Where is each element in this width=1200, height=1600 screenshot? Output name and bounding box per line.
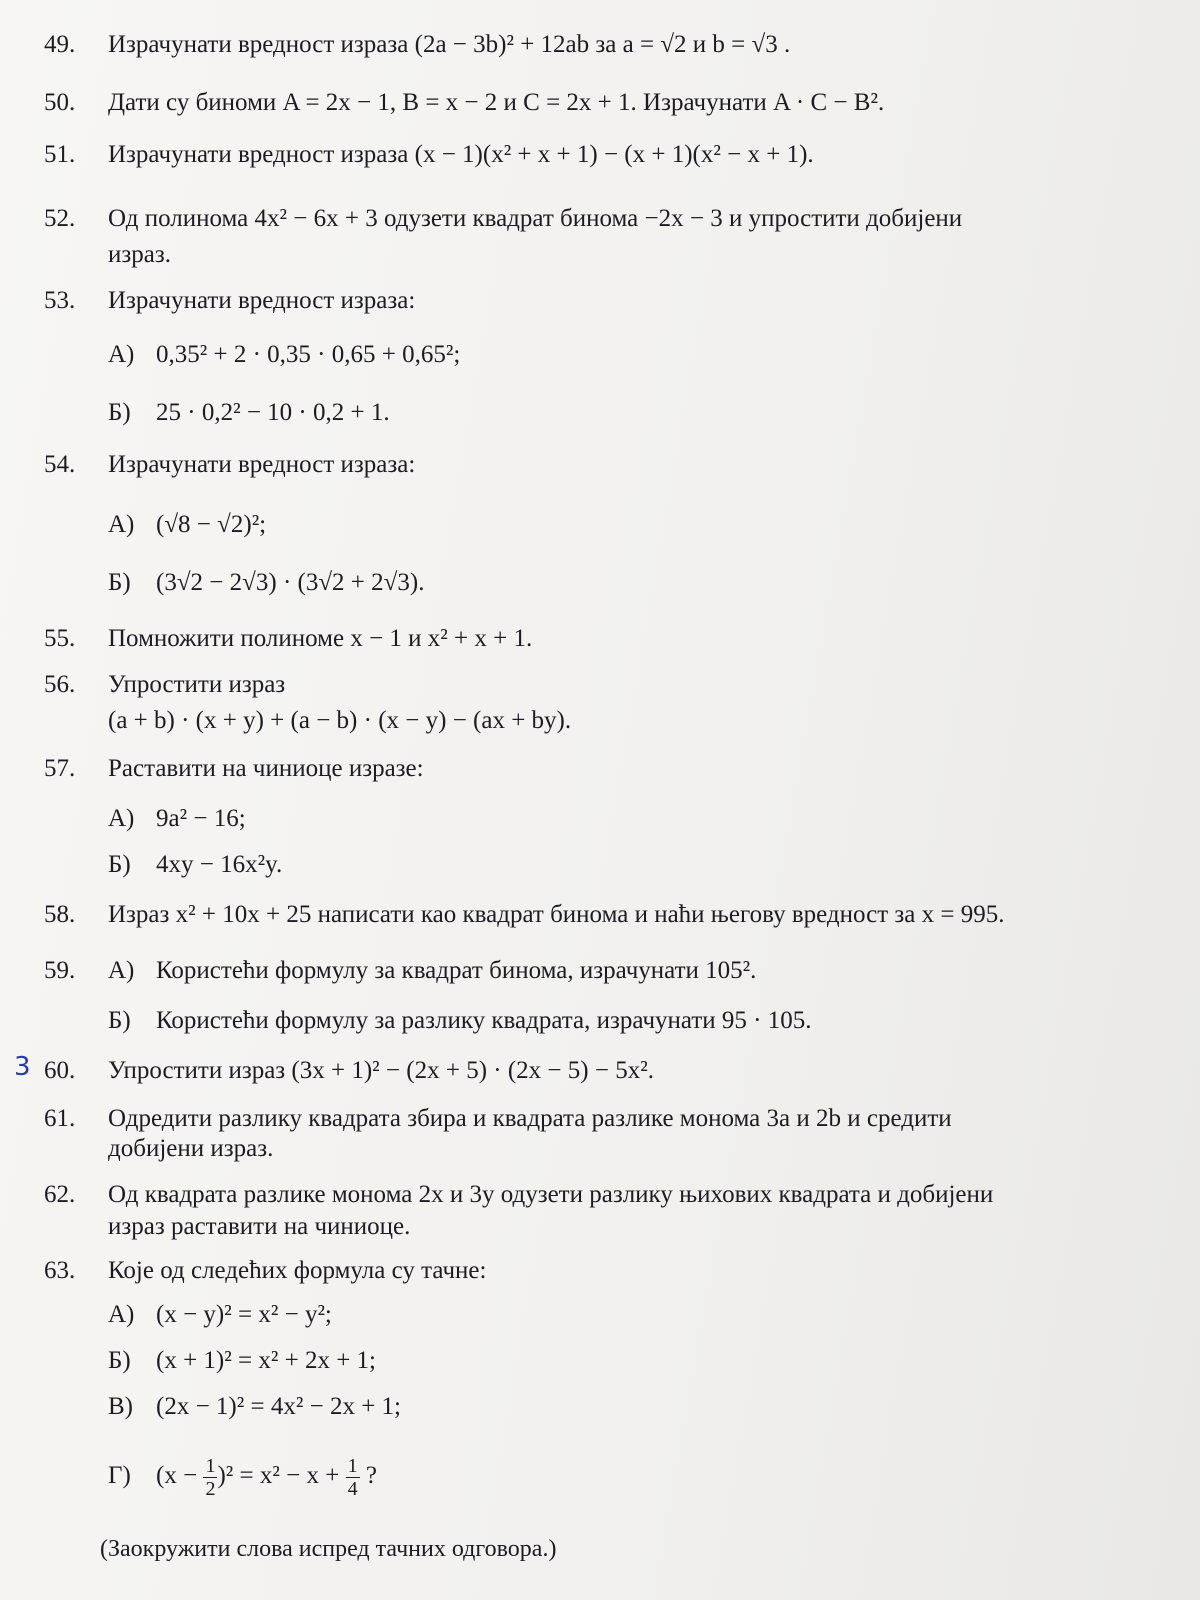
problem-text: Које од следећих формула су тачне:	[108, 1257, 487, 1284]
problem-text: Од квадрата разлике монома 2x и 3y одузети разлику њихових квадрата и добијени	[108, 1181, 994, 1208]
part-label: Б)	[108, 1007, 131, 1034]
part-text: )² = x² − x +	[217, 1462, 340, 1489]
part-text: 4xy − 16x²y.	[156, 851, 283, 878]
problem-number: 62.	[44, 1181, 76, 1208]
problem-54-part-a	[108, 510, 266, 540]
problem-number: 53.	[44, 287, 76, 314]
problem-text: Израчунати вредност израза:	[108, 287, 416, 314]
part-label: А)	[108, 511, 135, 538]
problem-number: 49.	[44, 31, 76, 58]
part-text: ?	[365, 1462, 377, 1489]
problem-number: 63.	[44, 1257, 76, 1284]
problem-text: Израз x² + 10x + 25 написати као квадрат бинома и наћи његову вредност за x = 995.	[108, 901, 1005, 928]
problem-number: 56.	[44, 671, 76, 698]
problem-63-part-c	[108, 1392, 401, 1422]
problem-53-part-b	[108, 398, 390, 428]
problem-number: 54.	[44, 451, 76, 478]
part-text: (x − y)² = x² − y²;	[156, 1301, 332, 1328]
problem-59-part-b	[108, 1006, 812, 1036]
problem-number: 58.	[44, 901, 76, 928]
problem-text: Упростити израз (3x + 1)² − (2x + 5) · (2x − 5) − 5x².	[108, 1057, 654, 1084]
part-text: (√8 − √2)²;	[156, 511, 267, 538]
problem-63-part-a	[108, 1300, 332, 1330]
problem-61-continued: добијени израз.	[108, 1135, 274, 1162]
part-text: 0,35² + 2 · 0,35 · 0,65 + 0,65²;	[156, 341, 461, 368]
part-label: Б)	[108, 851, 131, 878]
part-label: В)	[108, 1393, 133, 1420]
part-label: А)	[108, 805, 135, 832]
handwritten-mark: 3	[14, 1052, 31, 1082]
problem-text: Израчунати вредност израза (x − 1)(x² + x + 1) − (x + 1)(x² − x + 1).	[108, 141, 814, 168]
part-text: (2x − 1)² = 4x² − 2x + 1;	[156, 1393, 401, 1420]
instruction-note: (Заокружити слова испред тачних одговора.)	[100, 1536, 557, 1562]
part-label: Г)	[108, 1462, 131, 1489]
problem-number: 55.	[44, 625, 76, 652]
problem-number: 60.	[44, 1057, 76, 1084]
problem-text: Помножити полиноме x − 1 и x² + x + 1.	[108, 625, 533, 652]
part-label: Б)	[108, 569, 131, 596]
problem-63-part-d	[108, 1450, 377, 1502]
problem-number: 59.	[44, 957, 76, 984]
part-text: (x −	[156, 1462, 198, 1489]
problem-63-part-b	[108, 1346, 376, 1376]
problem-57-part-a	[108, 804, 246, 834]
problem-54-part-b	[108, 568, 424, 598]
problem-59-part-a	[108, 956, 756, 986]
problem-text: Дати су биноми A = 2x − 1, B = x − 2 и C = 2x + 1. Израчунати A · C − B².	[108, 89, 885, 116]
fraction-one-quarter: $\frac{1}{4}$	[347, 1454, 358, 1500]
problem-number: 61.	[44, 1105, 76, 1132]
problem-text: Од полинома 4x² − 6x + 3 одузети квадрат бинома −2x − 3 и упростити добијени	[108, 205, 963, 232]
problem-number: 50.	[44, 89, 76, 116]
problem-text: Одредити разлику квадрата збира и квадрата разлике монома 3a и 2b и средити	[108, 1105, 952, 1132]
part-label: А)	[108, 341, 135, 368]
part-text: Користећи формулу за квадрат бинома, израчунати 105².	[156, 957, 757, 984]
problem-text: Израчунати вредност израза:	[108, 451, 416, 478]
part-label: Б)	[108, 1347, 131, 1374]
problem-number: 51.	[44, 141, 76, 168]
problem-text: Упростити израз	[108, 671, 286, 698]
problem-57-part-b	[108, 850, 282, 880]
part-text: 9a² − 16;	[156, 805, 246, 832]
part-text: 25 · 0,2² − 10 · 0,2 + 1.	[156, 399, 390, 426]
part-label: Б)	[108, 399, 131, 426]
problem-56-expression: (a + b) · (x + y) + (a − b) · (x − y) − (ax + by).	[108, 707, 572, 734]
problem-62-continued: израз раставити на чиниоце.	[108, 1213, 411, 1240]
part-text: Користећи формулу за разлику квадрата, израчунати 95 · 105.	[156, 1007, 812, 1034]
part-label: А)	[108, 1301, 135, 1328]
problem-53-part-a	[108, 340, 460, 370]
fraction-one-half: $\frac{1}{2}$	[205, 1454, 216, 1500]
part-text: (x + 1)² = x² + 2x + 1;	[156, 1347, 376, 1374]
part-label: А)	[108, 957, 135, 984]
part-text: (3√2 − 2√3) · (3√2 + 2√3).	[156, 569, 425, 596]
problem-text: Раставити на чиниоце изразе:	[108, 755, 424, 782]
problem-text: Израчунати вредност израза (2a − 3b)² + 12ab за a = √2 и b = √3 .	[108, 31, 791, 58]
problem-52-continued: израз.	[108, 241, 171, 268]
problem-number: 57.	[44, 755, 76, 782]
problem-number: 52.	[44, 205, 76, 232]
